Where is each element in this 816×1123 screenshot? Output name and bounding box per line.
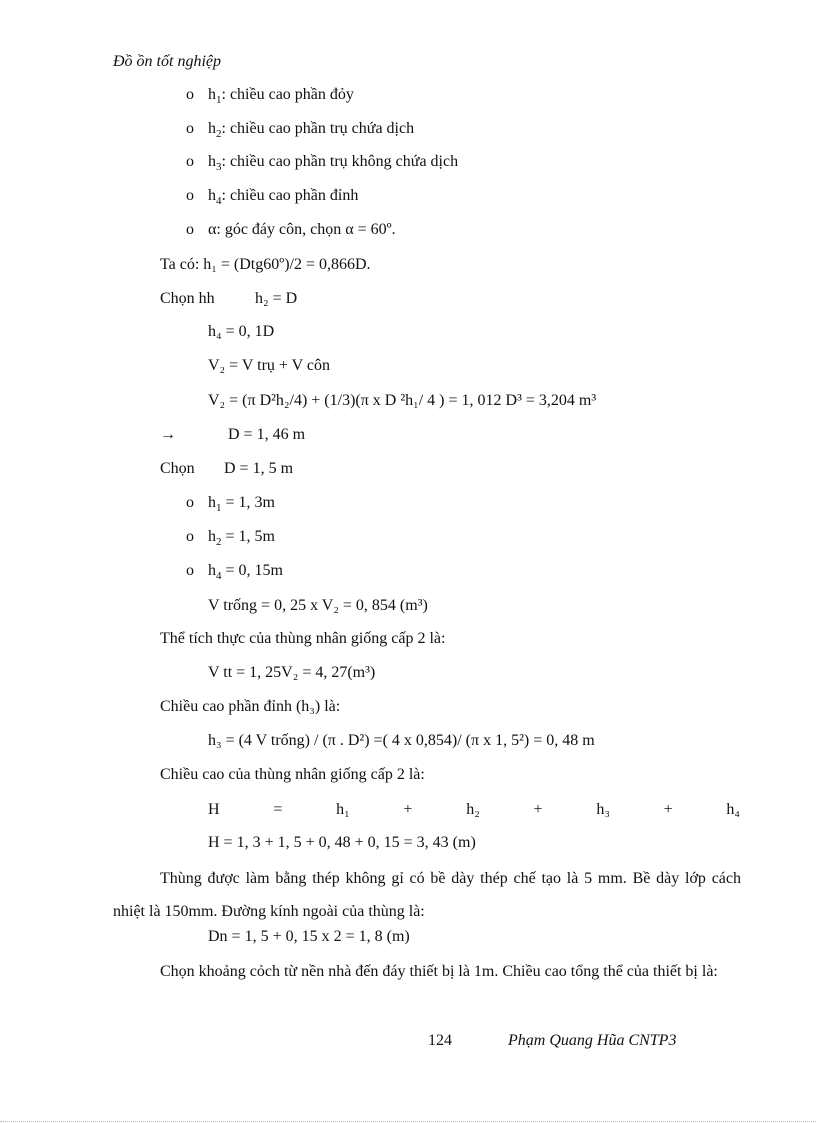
h3-formula: h₃ = (4 V trống) / (π . D²) =( 4 x 0,854)/ (π x 1, 5²) = 0, 48 m <box>208 732 595 749</box>
bullet-item-h-3 <box>186 152 459 173</box>
bullet-item-value-3 <box>186 561 283 582</box>
footer-page-number: 124 <box>428 1032 452 1049</box>
bullet-mark: o <box>186 153 194 170</box>
chon-hh-label: Chọn hh <box>160 290 215 307</box>
bullet-mark: o <box>186 86 194 103</box>
h-sum-token: h₃ <box>596 801 610 818</box>
bullet-text: $h_4$: chiều cao phần đỉnh <box>208 187 359 207</box>
bullet-mark: o <box>186 494 194 511</box>
v2-eq: V₂ = V trụ + V côn <box>208 357 331 374</box>
bullet-item-h-1 <box>186 85 354 106</box>
bullet-mark: o <box>186 562 194 579</box>
h4-eq: h₄ = 0, 1D <box>208 323 275 340</box>
bullet-text: $h_2$: chiều cao phần trụ chứa dịch <box>208 120 415 140</box>
bullet-text: $h_3$: chiều cao phần trụ không chứa dịch <box>208 153 459 173</box>
h-value-line: H = 1, 3 + 1, 5 + 0, 48 + 0, 15 = 3, 43 (m) <box>208 834 476 851</box>
h-sum-row <box>208 800 740 820</box>
bullet-mark: o <box>186 221 194 238</box>
bullet-item-h-4 <box>186 186 359 207</box>
bullet-item-alpha <box>186 220 396 240</box>
bullet-text: $h_1$: chiều cao phần đỏy <box>208 86 354 106</box>
paragraph-chon-khoang: Chọn khoảng cỏch từ nền nhà đến đáy thiết bị là 1m. Chiều cao tổng thể của thiết bị là: <box>160 963 718 980</box>
d-result: D = 1, 46 m <box>228 426 306 443</box>
h-sum-token: h₄ <box>726 801 740 818</box>
bullet-text: α: góc đáy côn, chọn α = 60º. <box>208 221 396 238</box>
bullet-item-value-2 <box>186 527 275 548</box>
h-sum-token: + <box>663 801 673 818</box>
h2-eq-d: h₂ = D <box>255 290 298 307</box>
bullet-mark: o <box>186 120 194 137</box>
v-tt-line: V tt = 1, 25V₂ = 4, 27(m³) <box>208 664 376 681</box>
chieu-cao-thung-label: Chiều cao của thùng nhân giống cấp 2 là: <box>160 766 425 783</box>
chieu-cao-dinh-label: Chiều cao phần đỉnh (h₃) là: <box>160 698 341 715</box>
h-sum-token: + <box>533 801 543 818</box>
the-tich-label: Thể tích thực của thùng nhân giống cấp 2 là: <box>160 630 446 647</box>
page-header: Đồ ồn tốt nghiệp <box>113 53 221 70</box>
chon-d-value: D = 1, 5 m <box>224 460 294 477</box>
bullet-text: $h_4 = 0$, 15m <box>208 562 283 582</box>
ta-co-line: Ta có: h₁ = (Dtg60º)/2 = 0,866D. <box>160 256 371 273</box>
bullet-mark: o <box>186 528 194 545</box>
dn-formula: Dn = 1, 5 + 0, 15 x 2 = 1, 8 (m) <box>208 928 410 945</box>
h-sum-token: H <box>208 801 220 818</box>
h-sum-token: + <box>403 801 413 818</box>
bullet-mark: o <box>186 187 194 204</box>
v2-formula: V₂ = (π D²h₂/4) + (1/3)(π x D ²h₁/ 4 ) = 1, 012 D³ = 3,204 m³ <box>208 392 597 409</box>
arrow-icon: → <box>160 426 176 443</box>
bullet-item-h-2 <box>186 119 415 140</box>
bullet-text: $h_1 = 1$, 3m <box>208 494 275 514</box>
v-trong-line: V trống = 0, 25 x V₂ = 0, 854 (m³) <box>208 597 428 614</box>
page-bottom-divider <box>0 1121 816 1122</box>
h-sum-token: h₂ <box>466 801 480 818</box>
bullet-text: $h_2 = 1$, 5m <box>208 528 275 548</box>
paragraph-thung: Thùng được làm bằng thép không gỉ có bề dày thép chế tạo là 5 mm. Bề dày lớp cách nhiệt là 150mm. Đường kính ngoài của thùng là: <box>113 870 741 920</box>
footer-author: Phạm Quang Hũa CNTP3 <box>508 1032 677 1049</box>
bullet-item-value-1 <box>186 493 275 514</box>
h-sum-token: h₁ <box>336 801 350 818</box>
chon-d-label: Chọn <box>160 460 195 477</box>
h-sum-token: = <box>273 801 283 818</box>
